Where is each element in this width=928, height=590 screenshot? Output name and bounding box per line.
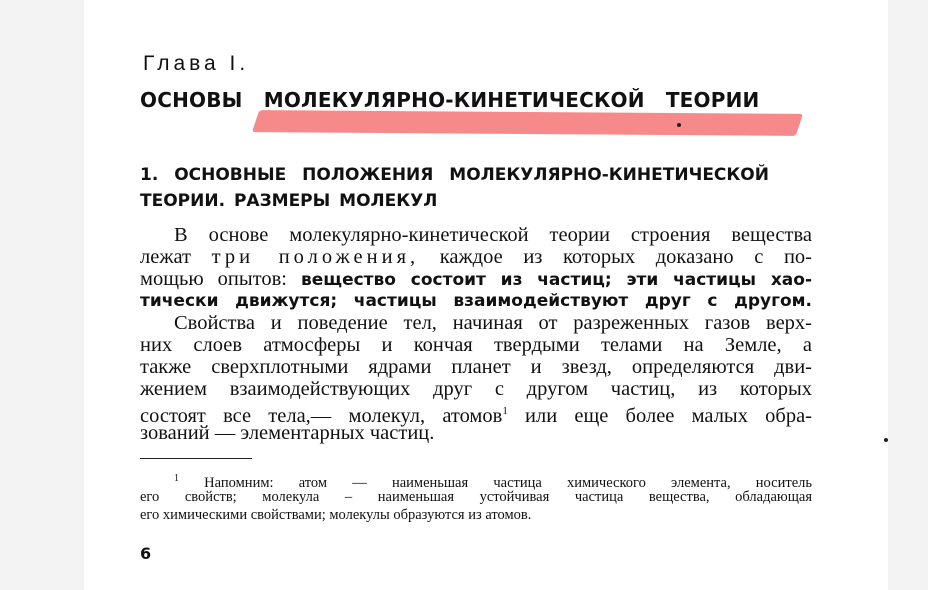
footnote-divider bbox=[140, 458, 252, 459]
scan-speck bbox=[677, 123, 681, 127]
footnote-line3: его химическими свойствами; молекулы образуются из атомов. bbox=[140, 507, 532, 523]
paragraph2-line6: зований — элементарных частиц. bbox=[140, 422, 435, 444]
paragraph2-line1: Свойства и поведение тел, начиная от разреженных газов верх- bbox=[174, 312, 812, 334]
footnote-mark: 1 bbox=[174, 473, 179, 484]
paragraph2-line2: них слоев атмосферы и кончая твердыми телами на Земле, а bbox=[140, 334, 812, 356]
paragraph1-line3: мощью опытов: вещество состоит из частиц; эти частицы хао- bbox=[140, 268, 812, 290]
scan-speck bbox=[884, 438, 888, 442]
section-title-line2: ТЕОРИИ. РАЗМЕРЫ МОЛЕКУЛ bbox=[140, 191, 438, 211]
section-title bbox=[140, 162, 812, 214]
footnote-line1: $^1$ Напомним: атом — наименьшая частица химического элемента, носитель bbox=[174, 473, 812, 491]
footnote bbox=[140, 470, 812, 524]
section-title-line1: 1. ОСНОВНЫЕ ПОЛОЖЕНИЯ МОЛЕКУЛЯРНО-КИНЕТИЧЕСКОЙ bbox=[140, 165, 769, 185]
chapter-title: ОСНОВЫ МОЛЕКУЛЯРНО-КИНЕТИЧЕСКОЙ ТЕОРИИ bbox=[140, 88, 760, 112]
paragraph1-line2: лежат три положения, каждое из которых доказано с по- bbox=[140, 246, 812, 268]
bold-statement: вещество состоит из частиц; эти частицы хао- bbox=[300, 270, 812, 290]
footnote-reference[interactable]: 1 bbox=[502, 405, 508, 417]
paragraph2-line5: состоят все тела,— молекул, атомов$^1$ или еще более малых обра- bbox=[140, 404, 812, 427]
chapter-label: Глава I. bbox=[143, 52, 250, 75]
paragraph2-line4: жением взаимодействующих друг с другом частиц, из которых bbox=[140, 378, 812, 400]
paragraph1-line4: тически движутся; частицы взаимодействуют друг с другом. bbox=[140, 291, 812, 311]
paragraph1-line1: В основе молекулярно-кинетической теории строения вещества bbox=[174, 224, 812, 246]
spaced-emphasis: три положения, bbox=[211, 246, 420, 268]
highlight-annotation[interactable] bbox=[252, 110, 803, 136]
footnote-line2: его свойств; молекула – наименьшая устойчивая частица вещества, обладающая bbox=[140, 489, 812, 505]
paragraph2-line3: также сверхплотными ядрами планет и звезд, определяются дви- bbox=[140, 356, 812, 378]
page-number: 6 bbox=[140, 544, 152, 563]
body-text bbox=[140, 224, 812, 444]
